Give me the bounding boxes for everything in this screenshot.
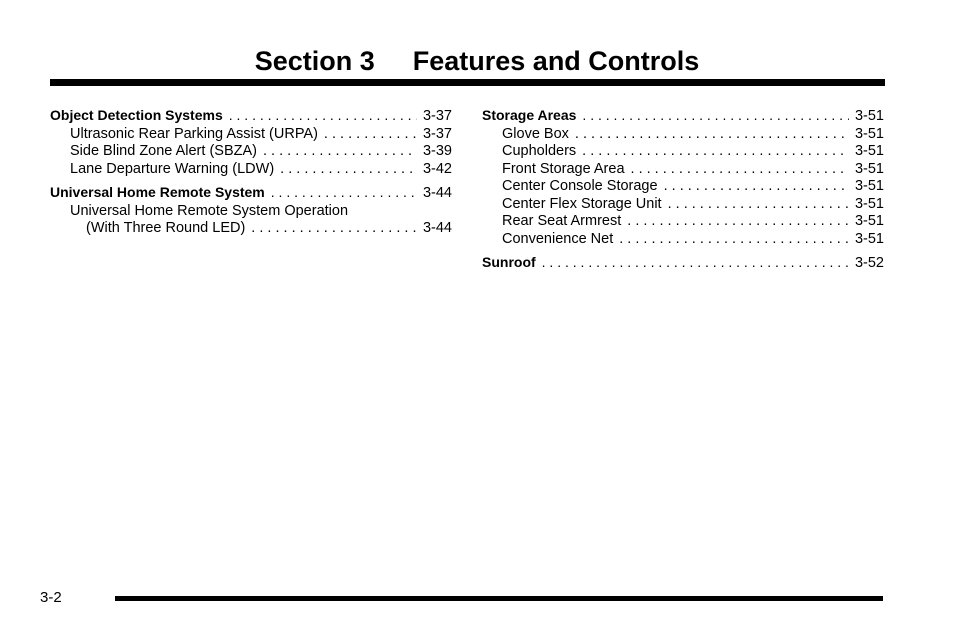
section-title: Features and Controls <box>412 46 700 76</box>
leader-dots <box>582 143 849 161</box>
leader-dots <box>324 126 417 144</box>
header-rule <box>50 79 885 86</box>
toc-entry-label: Lane Departure Warning (LDW) <box>70 160 275 177</box>
leader-dots <box>664 178 849 196</box>
toc-entry-page: 3-44 <box>422 185 452 201</box>
toc-entry-cupholders[interactable] <box>482 143 884 161</box>
leader-dots <box>229 107 417 125</box>
toc-entry-glove-box[interactable] <box>482 126 884 144</box>
toc-entry-label: Storage Areas <box>482 107 577 123</box>
toc-entry-label: Center Console Storage <box>502 178 658 194</box>
toc-entry-label: Ultrasonic Rear Parking Assist (URPA) <box>70 125 318 142</box>
page-title <box>0 44 954 78</box>
section-number: Section 3 <box>254 46 375 76</box>
toc-entry-page: 3-37 <box>422 125 452 142</box>
toc-entry-page: 3-51 <box>854 230 884 247</box>
leader-dots <box>627 213 849 231</box>
toc-entry-uhrs-operation-line1[interactable]: Universal Home Remote System Operation <box>70 202 349 219</box>
toc-entry-page: 3-51 <box>854 143 884 159</box>
toc-entry-center-console[interactable] <box>482 178 884 196</box>
toc-entry-label: Center Flex Storage Unit <box>502 195 662 212</box>
toc-left-column <box>50 107 452 238</box>
toc-entry-label: Convenience Net <box>502 230 614 247</box>
toc-entry-uhrs-operation[interactable] <box>50 220 452 238</box>
toc-entry-page: 3-37 <box>422 108 452 124</box>
toc-entry-storage-areas[interactable] <box>482 107 884 126</box>
toc-entry-center-flex[interactable] <box>482 196 884 214</box>
toc-entry-object-detection[interactable] <box>50 107 452 126</box>
toc-entry-ldw[interactable] <box>50 161 452 179</box>
toc-entry-label: Object Detection Systems <box>50 107 223 123</box>
leader-dots <box>582 107 849 125</box>
toc-entry-sunroof[interactable] <box>482 254 884 273</box>
toc-entry-page: 3-42 <box>422 160 452 177</box>
leader-dots <box>631 161 849 179</box>
toc-entry-rear-armrest[interactable] <box>482 213 884 231</box>
toc-entry-label: Universal Home Remote System <box>50 184 265 200</box>
toc-entry-page: 3-44 <box>422 220 452 236</box>
toc-entry-page: 3-51 <box>854 125 884 142</box>
toc-entry-page: 3-52 <box>854 255 884 271</box>
leader-dots <box>668 196 849 214</box>
footer-page-number: 3-2 <box>40 589 62 606</box>
toc-entry-page: 3-51 <box>854 108 884 124</box>
toc-entry-universal-home-remote[interactable] <box>50 184 452 203</box>
toc-entry-page: 3-51 <box>854 160 884 177</box>
toc-entry-page: 3-51 <box>854 178 884 194</box>
toc-entry-front-storage[interactable] <box>482 161 884 179</box>
leader-dots <box>575 126 849 144</box>
leader-dots <box>263 143 417 161</box>
leader-dots <box>251 220 417 238</box>
leader-dots <box>542 254 849 272</box>
footer-rule <box>115 596 883 601</box>
toc-entry-convenience-net[interactable] <box>482 231 884 249</box>
toc-entry-page: 3-51 <box>854 195 884 212</box>
toc-entry-label: Rear Seat Armrest <box>502 213 622 229</box>
toc-right-column <box>482 107 884 273</box>
toc-entry-label: (With Three Round LED) <box>86 220 246 236</box>
toc-entry-label: Side Blind Zone Alert (SBZA) <box>70 143 257 159</box>
leader-dots <box>619 231 849 249</box>
toc-entry-sbza[interactable] <box>50 143 452 161</box>
toc-entry-page: 3-39 <box>422 143 452 159</box>
toc-entry-label: Sunroof <box>482 254 536 270</box>
toc-entry-label: Glove Box <box>502 125 569 142</box>
leader-dots <box>280 161 417 179</box>
toc-entry-urpa[interactable] <box>50 126 452 144</box>
toc-entry-label: Front Storage Area <box>502 160 625 177</box>
toc-entry-label: Cupholders <box>502 143 577 159</box>
leader-dots <box>271 184 417 202</box>
toc-entry-page: 3-51 <box>854 213 884 229</box>
